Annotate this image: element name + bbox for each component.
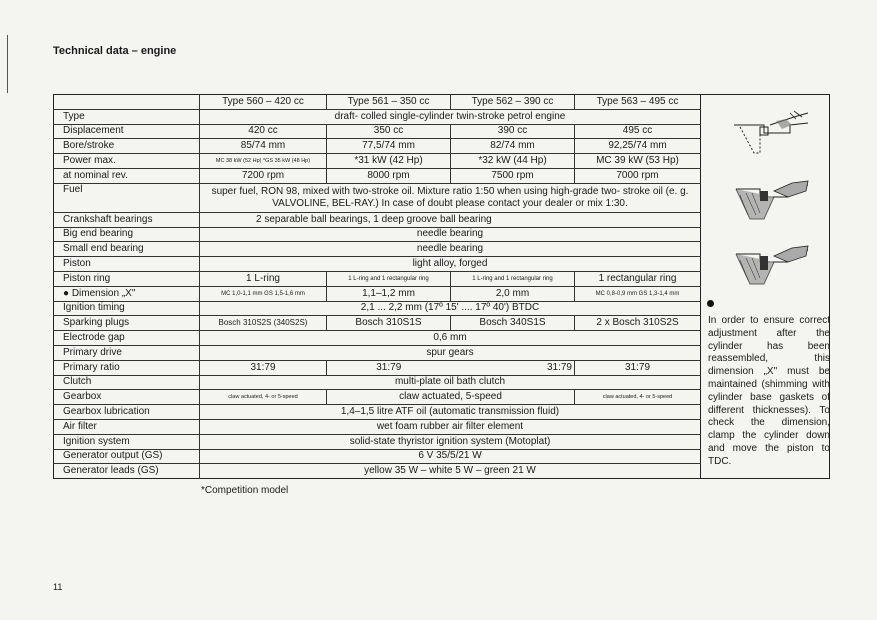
cell: 1 L-ring and 1 rectangular ring — [327, 271, 451, 286]
row-label: Bore/stroke — [54, 139, 200, 154]
table-row — [54, 316, 701, 331]
row-label: Electrode gap — [54, 331, 200, 346]
row-label: Gearbox lubrication — [54, 405, 200, 420]
row-value: light alloy, forged — [200, 257, 701, 272]
cylinder-head-diagram-3 — [730, 240, 815, 290]
row-label: Ignition timing — [54, 301, 200, 316]
row-value: multi-plate oil bath clutch — [200, 375, 701, 390]
header-type-562: Type 562 – 390 cc — [451, 95, 575, 110]
header-type-561: Type 561 – 350 cc — [327, 95, 451, 110]
cell: claw actuated, 4- or 5-speed — [200, 390, 327, 405]
table-row — [54, 434, 701, 449]
table-row — [54, 271, 701, 286]
row-label: Piston — [54, 257, 200, 272]
row-label: Ignition system — [54, 434, 200, 449]
cell: 7200 rpm — [200, 168, 327, 183]
cell: 1 L-ring and 1 rectangular ring — [451, 271, 575, 286]
row-value: 1,4–1,5 litre ATF oil (automatic transmission fluid) — [200, 405, 701, 420]
cell: 420 cc — [200, 124, 327, 139]
table-row — [54, 168, 701, 183]
row-label: Primary drive — [54, 345, 200, 360]
cylinder-head-diagram-1 — [730, 107, 815, 157]
cell: 31:79 — [327, 360, 451, 375]
row-value: wet foam rubber air filter element — [200, 419, 701, 434]
row-value: super fuel, RON 98, mixed with two-stroke oil. Mixture ratio 1:50 when using high-grade two- stroke oil (e. g. VALVOLINE, BEL-RAY.) In case of doubt please contact your dealer or mix 1:30. — [200, 183, 701, 212]
cell: 350 cc — [327, 124, 451, 139]
table-row — [54, 242, 701, 257]
header-type-560: Type 560 – 420 cc — [200, 95, 327, 110]
cell: MC 0,8-0,9 mm GS 1,3-1,4 mm — [575, 286, 701, 301]
row-label: Air filter — [54, 419, 200, 434]
row-label: Gearbox — [54, 390, 200, 405]
row-label: Generator output (GS) — [54, 449, 200, 464]
cell: 2 x Bosch 310S2S — [575, 316, 701, 331]
table-row — [54, 139, 701, 154]
row-label: Big end bearing — [54, 227, 200, 242]
row-value: needle bearing — [200, 242, 701, 257]
table-row — [54, 375, 701, 390]
cell: MC 1,0-1,1 mm GS 1,5-1,6 mm — [200, 286, 327, 301]
cell: 92,25/74 mm — [575, 139, 701, 154]
row-value: 6 V 35/5/21 W — [200, 449, 701, 464]
table-row — [54, 124, 701, 139]
row-label: ● Dimension „X" — [54, 286, 200, 301]
table-row — [54, 390, 701, 405]
row-value: needle bearing — [200, 227, 701, 242]
header-type-563: Type 563 – 495 cc — [596, 95, 679, 107]
page-title: Technical data – engine — [53, 45, 177, 57]
cell: claw actuated, 5-speed — [327, 390, 575, 405]
table-header-row — [54, 95, 701, 110]
cell: 1 L-ring — [200, 271, 327, 286]
row-label: Piston ring — [54, 271, 200, 286]
cell: MC 39 kW (53 Hp) — [575, 154, 701, 169]
table-row — [54, 286, 701, 301]
footnote: *Competition model — [201, 485, 289, 496]
cell: 82/74 mm — [451, 139, 575, 154]
cell: 31:79 — [200, 360, 327, 375]
margin-line — [7, 35, 8, 93]
row-label: Type — [54, 109, 200, 124]
row-value: 2,1 ... 2,2 mm (17º 15' .... 17º 40') BTDC — [200, 301, 701, 316]
cell: 31:79 — [575, 360, 701, 375]
table-row — [54, 183, 701, 212]
table-row — [54, 405, 701, 420]
cylinder-head-diagram-2 — [730, 175, 815, 225]
table-row — [54, 212, 701, 227]
table-row — [54, 464, 701, 479]
cell: 85/74 mm — [200, 139, 327, 154]
row-label: Power max. — [54, 154, 200, 169]
row-value: 2 separable ball bearings, 1 deep groove ball bearing — [200, 212, 701, 227]
row-label: Generator leads (GS) — [54, 464, 200, 479]
row-value: draft- colled single-cylinder twin-stroke petrol engine — [200, 109, 701, 124]
table-row — [54, 345, 701, 360]
cell: 390 cc — [451, 124, 575, 139]
cell: 31:79 — [451, 360, 575, 375]
table-row — [54, 449, 701, 464]
row-label: at nominal rev. — [54, 168, 200, 183]
table-row — [54, 301, 701, 316]
cell: claw actuated, 4- or 5-speed — [575, 390, 701, 405]
cell: 77,5/74 mm — [327, 139, 451, 154]
row-value: solid-state thyristor ignition system (Motoplat) — [200, 434, 701, 449]
cell: Bosch 340S1S — [451, 316, 575, 331]
cell: 8000 rpm — [327, 168, 451, 183]
page-number: 11 — [53, 582, 63, 592]
table-row — [54, 360, 701, 375]
cell: 7000 rpm — [575, 168, 701, 183]
cell: 2,0 mm — [451, 286, 575, 301]
row-label: Fuel — [54, 183, 200, 212]
header-blank — [54, 95, 200, 110]
table-row — [54, 419, 701, 434]
row-label: Primary ratio — [54, 360, 200, 375]
table-row — [54, 227, 701, 242]
row-value: yellow 35 W – white 5 W – green 21 W — [200, 464, 701, 479]
cell: Bosch 310S1S — [327, 316, 451, 331]
cell: *32 kW (44 Hp) — [451, 154, 575, 169]
table-row — [54, 257, 701, 272]
table-row — [54, 109, 701, 124]
cell: Bosch 310S2S (340S2S) — [200, 316, 327, 331]
dimension-x-note: In order to ensure correct adjustment after the cylinder has been reassembled, this dimension „X" must be maintained (shimming with cylinder base gaskets of different thicknesses). To check the dimension, clamp the cylinder down and move the piston to TDC. — [708, 315, 830, 467]
cell: 1 rectangular ring — [575, 271, 701, 286]
engine-data-table — [53, 94, 701, 479]
row-label: Crankshaft bearings — [54, 212, 200, 227]
cell: *31 kW (42 Hp) — [327, 154, 451, 169]
row-value: 0,6 mm — [200, 331, 701, 346]
table-row — [54, 154, 701, 169]
bullet-dot — [707, 300, 714, 307]
row-label: Small end bearing — [54, 242, 200, 257]
row-label: Clutch — [54, 375, 200, 390]
cell: 1,1–1,2 mm — [327, 286, 451, 301]
table-row — [54, 331, 701, 346]
row-label: Displacement — [54, 124, 200, 139]
cell: MC 38 kW (52 Hp) *GS 35 kW (48 Hp) — [200, 154, 327, 169]
cell: 7500 rpm — [451, 168, 575, 183]
cell: 495 cc — [575, 124, 701, 139]
row-label: Sparking plugs — [54, 316, 200, 331]
row-value: spur gears — [200, 345, 701, 360]
